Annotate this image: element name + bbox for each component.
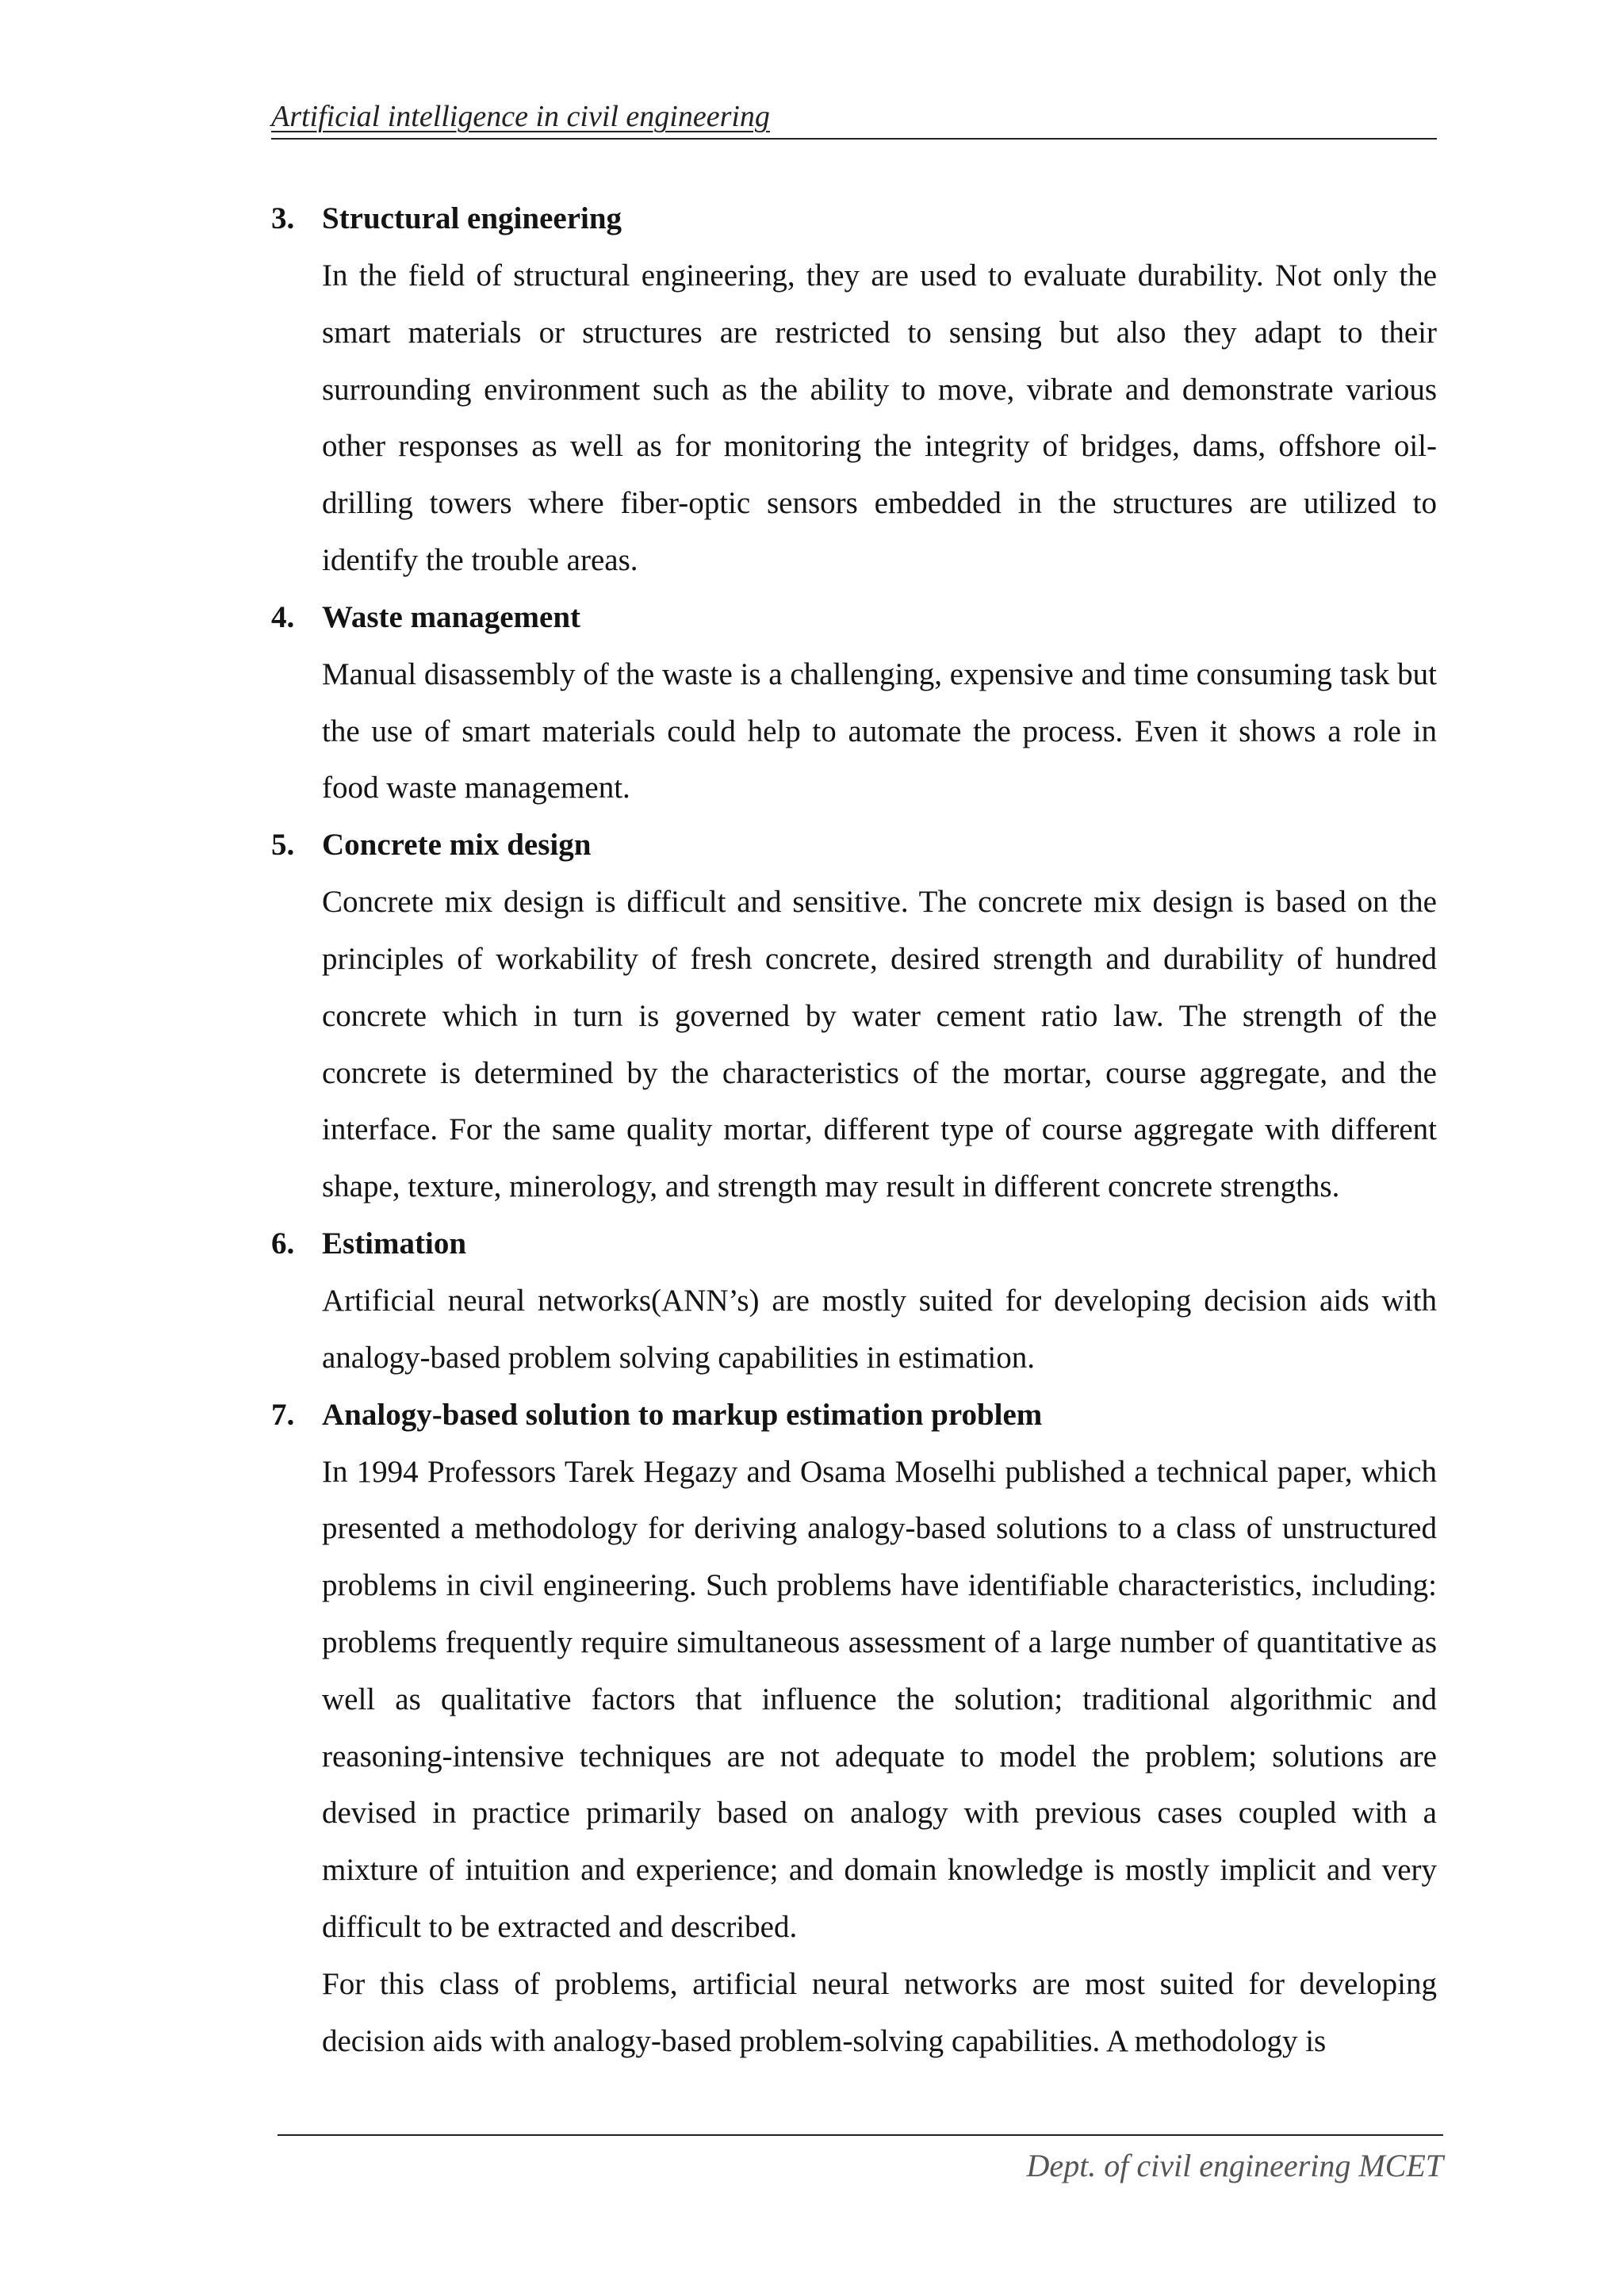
page-footer: Dept. of civil engineering MCET — [1026, 2148, 1443, 2183]
section-paragraph: For this class of problems, artificial neural networks are most suited for developing decision aids with analogy-based problem-solving capabilities. A methodology is — [322, 1966, 1437, 2058]
section-title: Estimation — [322, 1226, 467, 1261]
section-waste-management — [271, 589, 1437, 817]
section-number: 3. — [271, 201, 295, 235]
section-structural-engineering — [271, 190, 1437, 589]
section-concrete-mix-design — [271, 817, 1437, 1215]
section-title: Waste management — [322, 599, 581, 634]
section-heading — [271, 1215, 1437, 1272]
section-heading — [271, 1387, 1437, 1444]
section-title: Structural engineering — [322, 201, 622, 235]
section-title: Analogy-based solution to markup estimation problem — [322, 1397, 1043, 1432]
section-heading — [271, 589, 1437, 646]
section-paragraph: Artificial neural networks(ANN’s) are mostly suited for developing decision aids with analogy-based problem solving capabilities in estimation. — [322, 1283, 1437, 1375]
section-heading — [271, 817, 1437, 874]
section-title: Concrete mix design — [322, 828, 592, 863]
section-estimation — [271, 1215, 1437, 1387]
section-paragraph: Concrete mix design is difficult and sensitive. The concrete mix design is based on the principles of workability of fresh concrete, desired strength and durability of hundred concrete which in turn is governed by water cement ratio law. The strength of the concrete is determined by the characteristics of the mortar, course aggregate, and the interface. For the same quality mortar, different type of course aggregate with different shape, texture, minerology, and strength may result in different concrete strengths. — [322, 885, 1437, 1204]
section-number: 4. — [271, 599, 295, 634]
section-paragraph: Manual disassembly of the waste is a challenging, expensive and time consuming task but the use of smart materials could help to automate the process. Even it shows a role in food waste management. — [322, 656, 1437, 806]
page-body — [271, 190, 1437, 2069]
section-paragraph: In 1994 Professors Tarek Hegazy and Osama Moselhi published a technical paper, which presented a methodology for deriving analogy-based solutions to a class of unstructured problems in civil engineering. Such problems have identifiable characteristics, including: problems frequently require simultaneous assessment of a large number of quantitative as well as qualitative factors that influence the solution; traditional algorithmic and reasoning-intensive techniques are not adequate to model the problem; solutions are devised in practice primarily based on analogy with previous cases coupled with a mixture of intuition and experience; and domain knowledge is mostly implicit and very difficult to be extracted and described. — [322, 1454, 1437, 1944]
section-analogy-based-solution — [271, 1387, 1437, 2070]
section-number: 6. — [271, 1226, 295, 1261]
footer-rule — [278, 2134, 1443, 2136]
page-header — [271, 97, 1437, 140]
section-number: 5. — [271, 828, 295, 863]
running-title: Artificial intelligence in civil engineering — [271, 100, 770, 133]
section-number: 7. — [271, 1397, 295, 1432]
section-paragraph: In the field of structural engineering, they are used to evaluate durability. Not only the smart materials or structures are restricted to sensing but also they adapt to their surrounding environment such as the ability to move, vibrate and demonstrate various other responses as well as for monitoring the integrity of bridges, dams, offshore oil-drilling towers where fiber-optic sensors embedded in the structures are utilized to identify the trouble areas. — [322, 258, 1437, 577]
section-heading — [271, 190, 1437, 247]
